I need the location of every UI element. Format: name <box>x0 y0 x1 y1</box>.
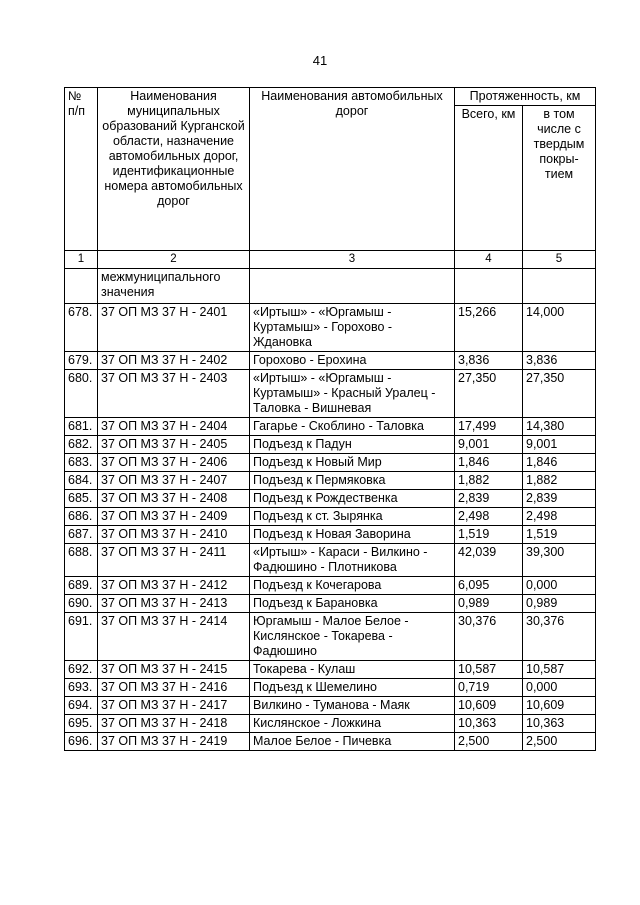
road-name: «Иртыш» - Караси - Вилкино - Фадюшино - Плотникова <box>250 544 455 577</box>
length-hard-surface: 1,882 <box>523 472 596 490</box>
length-total: 0,989 <box>455 595 523 613</box>
road-id: 37 ОП МЗ 37 Н - 2414 <box>98 613 250 661</box>
row-number: 690. <box>65 595 98 613</box>
row-number: 694. <box>65 697 98 715</box>
road-id: 37 ОП МЗ 37 Н - 2409 <box>98 508 250 526</box>
table-row <box>65 472 596 490</box>
road-id: 37 ОП МЗ 37 Н - 2408 <box>98 490 250 508</box>
row-number: 688. <box>65 544 98 577</box>
row-number: 692. <box>65 661 98 679</box>
road-id: 37 ОП МЗ 37 Н - 2406 <box>98 454 250 472</box>
row-number: 689. <box>65 577 98 595</box>
row-number: 696. <box>65 733 98 751</box>
table-row <box>65 526 596 544</box>
header-num: № п/п <box>65 88 98 251</box>
road-id: 37 ОП МЗ 37 Н - 2412 <box>98 577 250 595</box>
length-hard-surface: 30,376 <box>523 613 596 661</box>
length-total: 27,350 <box>455 370 523 418</box>
road-name: Подъезд к Пермяковка <box>250 472 455 490</box>
length-hard-surface: 2,498 <box>523 508 596 526</box>
length-hard-surface: 10,609 <box>523 697 596 715</box>
length-hard-surface: 14,380 <box>523 418 596 436</box>
column-number: 3 <box>250 251 455 269</box>
road-name: Кислянское - Ложкина <box>250 715 455 733</box>
length-total: 1,519 <box>455 526 523 544</box>
header-length: Протяженность, км <box>455 88 596 106</box>
table-row <box>65 577 596 595</box>
length-hard-surface: 0,989 <box>523 595 596 613</box>
length-hard-surface: 39,300 <box>523 544 596 577</box>
length-total: 1,846 <box>455 454 523 472</box>
table-body <box>65 269 596 751</box>
road-id: 37 ОП МЗ 37 Н - 2403 <box>98 370 250 418</box>
column-number: 1 <box>65 251 98 269</box>
road-id: 37 ОП МЗ 37 Н - 2415 <box>98 661 250 679</box>
length-hard-surface: 1,519 <box>523 526 596 544</box>
length-hard-surface: 14,000 <box>523 304 596 352</box>
length-total: 17,499 <box>455 418 523 436</box>
length-hard-surface: 10,363 <box>523 715 596 733</box>
table-row <box>65 352 596 370</box>
road-name: Подъезд к Новая Заворина <box>250 526 455 544</box>
row-number: 693. <box>65 679 98 697</box>
row-number: 686. <box>65 508 98 526</box>
length-total: 3,836 <box>455 352 523 370</box>
row-number: 691. <box>65 613 98 661</box>
length-hard-surface: 27,350 <box>523 370 596 418</box>
length-total: 10,363 <box>455 715 523 733</box>
table-row <box>65 304 596 352</box>
table-row <box>65 370 596 418</box>
length-total: 10,609 <box>455 697 523 715</box>
length-total: 1,882 <box>455 472 523 490</box>
table-row <box>65 418 596 436</box>
table-row <box>65 595 596 613</box>
table-row <box>65 697 596 715</box>
road-id: 37 ОП МЗ 37 Н - 2410 <box>98 526 250 544</box>
table-row <box>65 490 596 508</box>
table-row <box>65 715 596 733</box>
length-total: 2,500 <box>455 733 523 751</box>
road-name: Токарева - Кулаш <box>250 661 455 679</box>
header-total: Всего, км <box>455 106 523 251</box>
road-id: 37 ОП МЗ 37 Н - 2413 <box>98 595 250 613</box>
table-row <box>65 613 596 661</box>
road-id: 37 ОП МЗ 37 Н - 2418 <box>98 715 250 733</box>
length-total: 2,498 <box>455 508 523 526</box>
length-hard-surface: 2,839 <box>523 490 596 508</box>
road-name: Подъезд к Шемелино <box>250 679 455 697</box>
header-hard-surface: в том числе с твердым покры-тием <box>523 106 596 251</box>
length-hard-surface: 1,846 <box>523 454 596 472</box>
section-num-cell <box>65 269 98 304</box>
header-municipal: Наименования муниципальных образований Курганской области, назначение автомобильных дорог, идентификационные номера автомобильных дорог <box>98 88 250 251</box>
length-hard-surface: 10,587 <box>523 661 596 679</box>
section-total-cell <box>455 269 523 304</box>
length-total: 6,095 <box>455 577 523 595</box>
length-total: 15,266 <box>455 304 523 352</box>
length-total: 2,839 <box>455 490 523 508</box>
row-number: 687. <box>65 526 98 544</box>
section-hard-cell <box>523 269 596 304</box>
table-row <box>65 679 596 697</box>
length-total: 0,719 <box>455 679 523 697</box>
section-road-cell <box>250 269 455 304</box>
road-name: Подъезд к ст. Зырянка <box>250 508 455 526</box>
table-row <box>65 733 596 751</box>
column-numbers-row <box>65 251 596 269</box>
row-number: 695. <box>65 715 98 733</box>
road-name: Подъезд к Кочегарова <box>250 577 455 595</box>
road-id: 37 ОП МЗ 37 Н - 2402 <box>98 352 250 370</box>
road-id: 37 ОП МЗ 37 Н - 2419 <box>98 733 250 751</box>
roads-table <box>64 87 596 751</box>
road-name: Юргамыш - Малое Белое - Кислянское - Токарева - Фадюшино <box>250 613 455 661</box>
road-id: 37 ОП МЗ 37 Н - 2417 <box>98 697 250 715</box>
road-id: 37 ОП МЗ 37 Н - 2405 <box>98 436 250 454</box>
road-id: 37 ОП МЗ 37 Н - 2401 <box>98 304 250 352</box>
row-number: 684. <box>65 472 98 490</box>
length-total: 30,376 <box>455 613 523 661</box>
road-id: 37 ОП МЗ 37 Н - 2411 <box>98 544 250 577</box>
road-id: 37 ОП МЗ 37 Н - 2416 <box>98 679 250 697</box>
row-number: 679. <box>65 352 98 370</box>
road-name: Подъезд к Падун <box>250 436 455 454</box>
row-number: 681. <box>65 418 98 436</box>
row-number: 685. <box>65 490 98 508</box>
length-total: 10,587 <box>455 661 523 679</box>
section-label: межмуниципального значения <box>98 269 250 304</box>
road-name: Вилкино - Туманова - Маяк <box>250 697 455 715</box>
length-total: 42,039 <box>455 544 523 577</box>
road-name: «Иртыш» - «Юргамыш - Куртамыш» - Горохово - Ждановка <box>250 304 455 352</box>
table-row <box>65 661 596 679</box>
road-id: 37 ОП МЗ 37 Н - 2407 <box>98 472 250 490</box>
road-name: Гагарье - Скоблино - Таловка <box>250 418 455 436</box>
column-number: 2 <box>98 251 250 269</box>
table-row <box>65 454 596 472</box>
column-number: 5 <box>523 251 596 269</box>
row-number: 682. <box>65 436 98 454</box>
row-number: 678. <box>65 304 98 352</box>
length-total: 9,001 <box>455 436 523 454</box>
length-hard-surface: 2,500 <box>523 733 596 751</box>
column-number: 4 <box>455 251 523 269</box>
table-row <box>65 544 596 577</box>
table-row <box>65 436 596 454</box>
table-header <box>65 88 596 269</box>
table-row <box>65 508 596 526</box>
section-row <box>65 269 596 304</box>
road-name: «Иртыш» - «Юргамыш - Куртамыш» - Красный Уралец - Таловка - Вишневая <box>250 370 455 418</box>
length-hard-surface: 3,836 <box>523 352 596 370</box>
road-name: Подъезд к Барановка <box>250 595 455 613</box>
header-roads: Наименования автомобильных дорог <box>250 88 455 251</box>
length-hard-surface: 9,001 <box>523 436 596 454</box>
road-name: Малое Белое - Пичевка <box>250 733 455 751</box>
length-hard-surface: 0,000 <box>523 577 596 595</box>
length-hard-surface: 0,000 <box>523 679 596 697</box>
road-name: Подъезд к Рождественка <box>250 490 455 508</box>
road-id: 37 ОП МЗ 37 Н - 2404 <box>98 418 250 436</box>
road-name: Подъезд к Новый Мир <box>250 454 455 472</box>
page-number: 41 <box>312 53 328 68</box>
row-number: 680. <box>65 370 98 418</box>
row-number: 683. <box>65 454 98 472</box>
road-name: Горохово - Ерохина <box>250 352 455 370</box>
